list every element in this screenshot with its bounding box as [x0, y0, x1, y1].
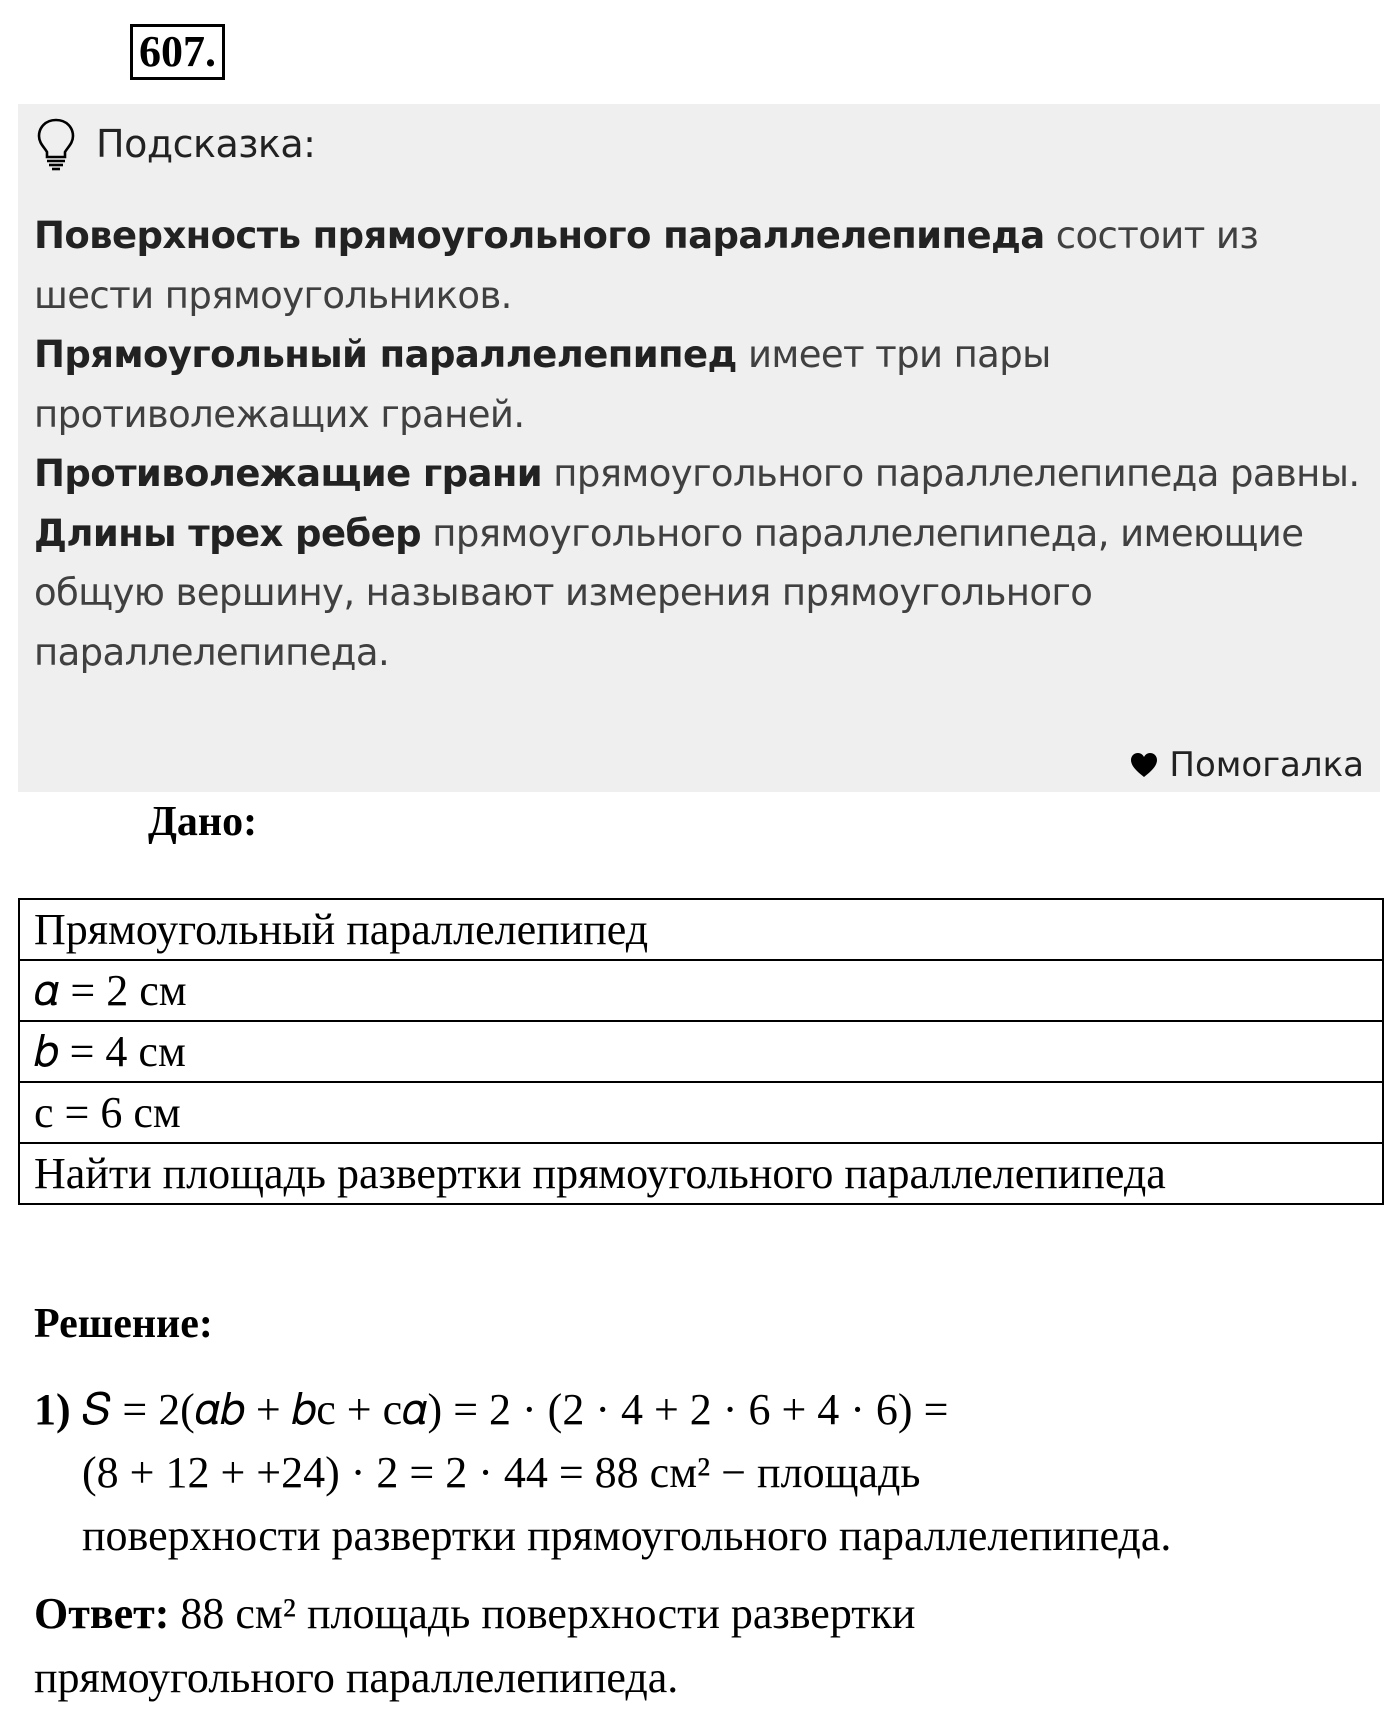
hint-text: имеет три пары противолежащих граней. [34, 333, 1051, 436]
formula-line: (8 + 12 + +24) · 2 = 2 · 44 = 88 см² − площадь [82, 1448, 921, 1497]
hint-term: Длины трех ребер [34, 511, 422, 555]
given-cell: Найти площадь развертки прямоугольного параллелепипеда [19, 1143, 1383, 1204]
heart-icon [1129, 751, 1159, 779]
hint-paragraph [34, 444, 1374, 504]
answer-block [34, 1582, 915, 1710]
hint-paragraph [34, 504, 1374, 683]
table-row [19, 1021, 1383, 1082]
table-row [19, 1143, 1383, 1204]
hint-text: состоит из шести прямоугольников. [34, 214, 1259, 317]
brand-label: Помогалка [1169, 745, 1364, 785]
answer-line [34, 1582, 915, 1646]
answer-text: 88 см² площадь поверхности развертки [169, 1589, 916, 1638]
hint-paragraph [34, 206, 1374, 325]
given-cell: 𝑏 = 4 см [19, 1021, 1383, 1082]
hint-paragraph [34, 325, 1374, 444]
hint-box [18, 104, 1380, 792]
lightbulb-icon [36, 117, 76, 171]
given-cell: Прямоугольный параллелепипед [19, 899, 1383, 960]
step-content [82, 1378, 1171, 1567]
hint-body [34, 206, 1374, 682]
answer-line: прямоугольного параллелепипеда. [34, 1653, 679, 1702]
problem-number: 607. [130, 24, 225, 80]
formula-line: поверхности развертки прямоугольного параллелепипеда. [82, 1511, 1172, 1560]
hint-text: прямоугольного параллелепипеда равны. [542, 452, 1360, 495]
answer-label: Ответ: [34, 1589, 170, 1638]
given-cell: 𝛼 = 2 см [19, 960, 1383, 1021]
hint-term: Прямоугольный параллелепипед [34, 333, 737, 376]
hint-text: прямоугольного параллелепипеда, имеющие общую вершину, называют измерения прямоугольного параллелепипеда. [34, 511, 1304, 674]
given-heading: Дано: [148, 799, 258, 845]
table-row [19, 1082, 1383, 1143]
solution-heading: Решение: [34, 1301, 213, 1347]
brand-link[interactable] [1129, 740, 1364, 790]
table-row [19, 960, 1383, 1021]
hint-title: Подсказка: [96, 122, 316, 166]
table-row [19, 899, 1383, 960]
given-table [18, 898, 1384, 1205]
step-number: 1) [34, 1385, 71, 1434]
formula-line: 𝑆 = 2(𝛼𝑏 + 𝑏с + с𝛼) = 2 · (2 · 4 + 2 · 6 + 4 · 6) = [82, 1385, 949, 1434]
hint-term: Противолежащие грани [34, 452, 543, 495]
hint-header [36, 114, 315, 174]
hint-term: Поверхность прямоугольного параллелепипеда [34, 214, 1045, 257]
given-cell: с = 6 см [19, 1082, 1383, 1143]
